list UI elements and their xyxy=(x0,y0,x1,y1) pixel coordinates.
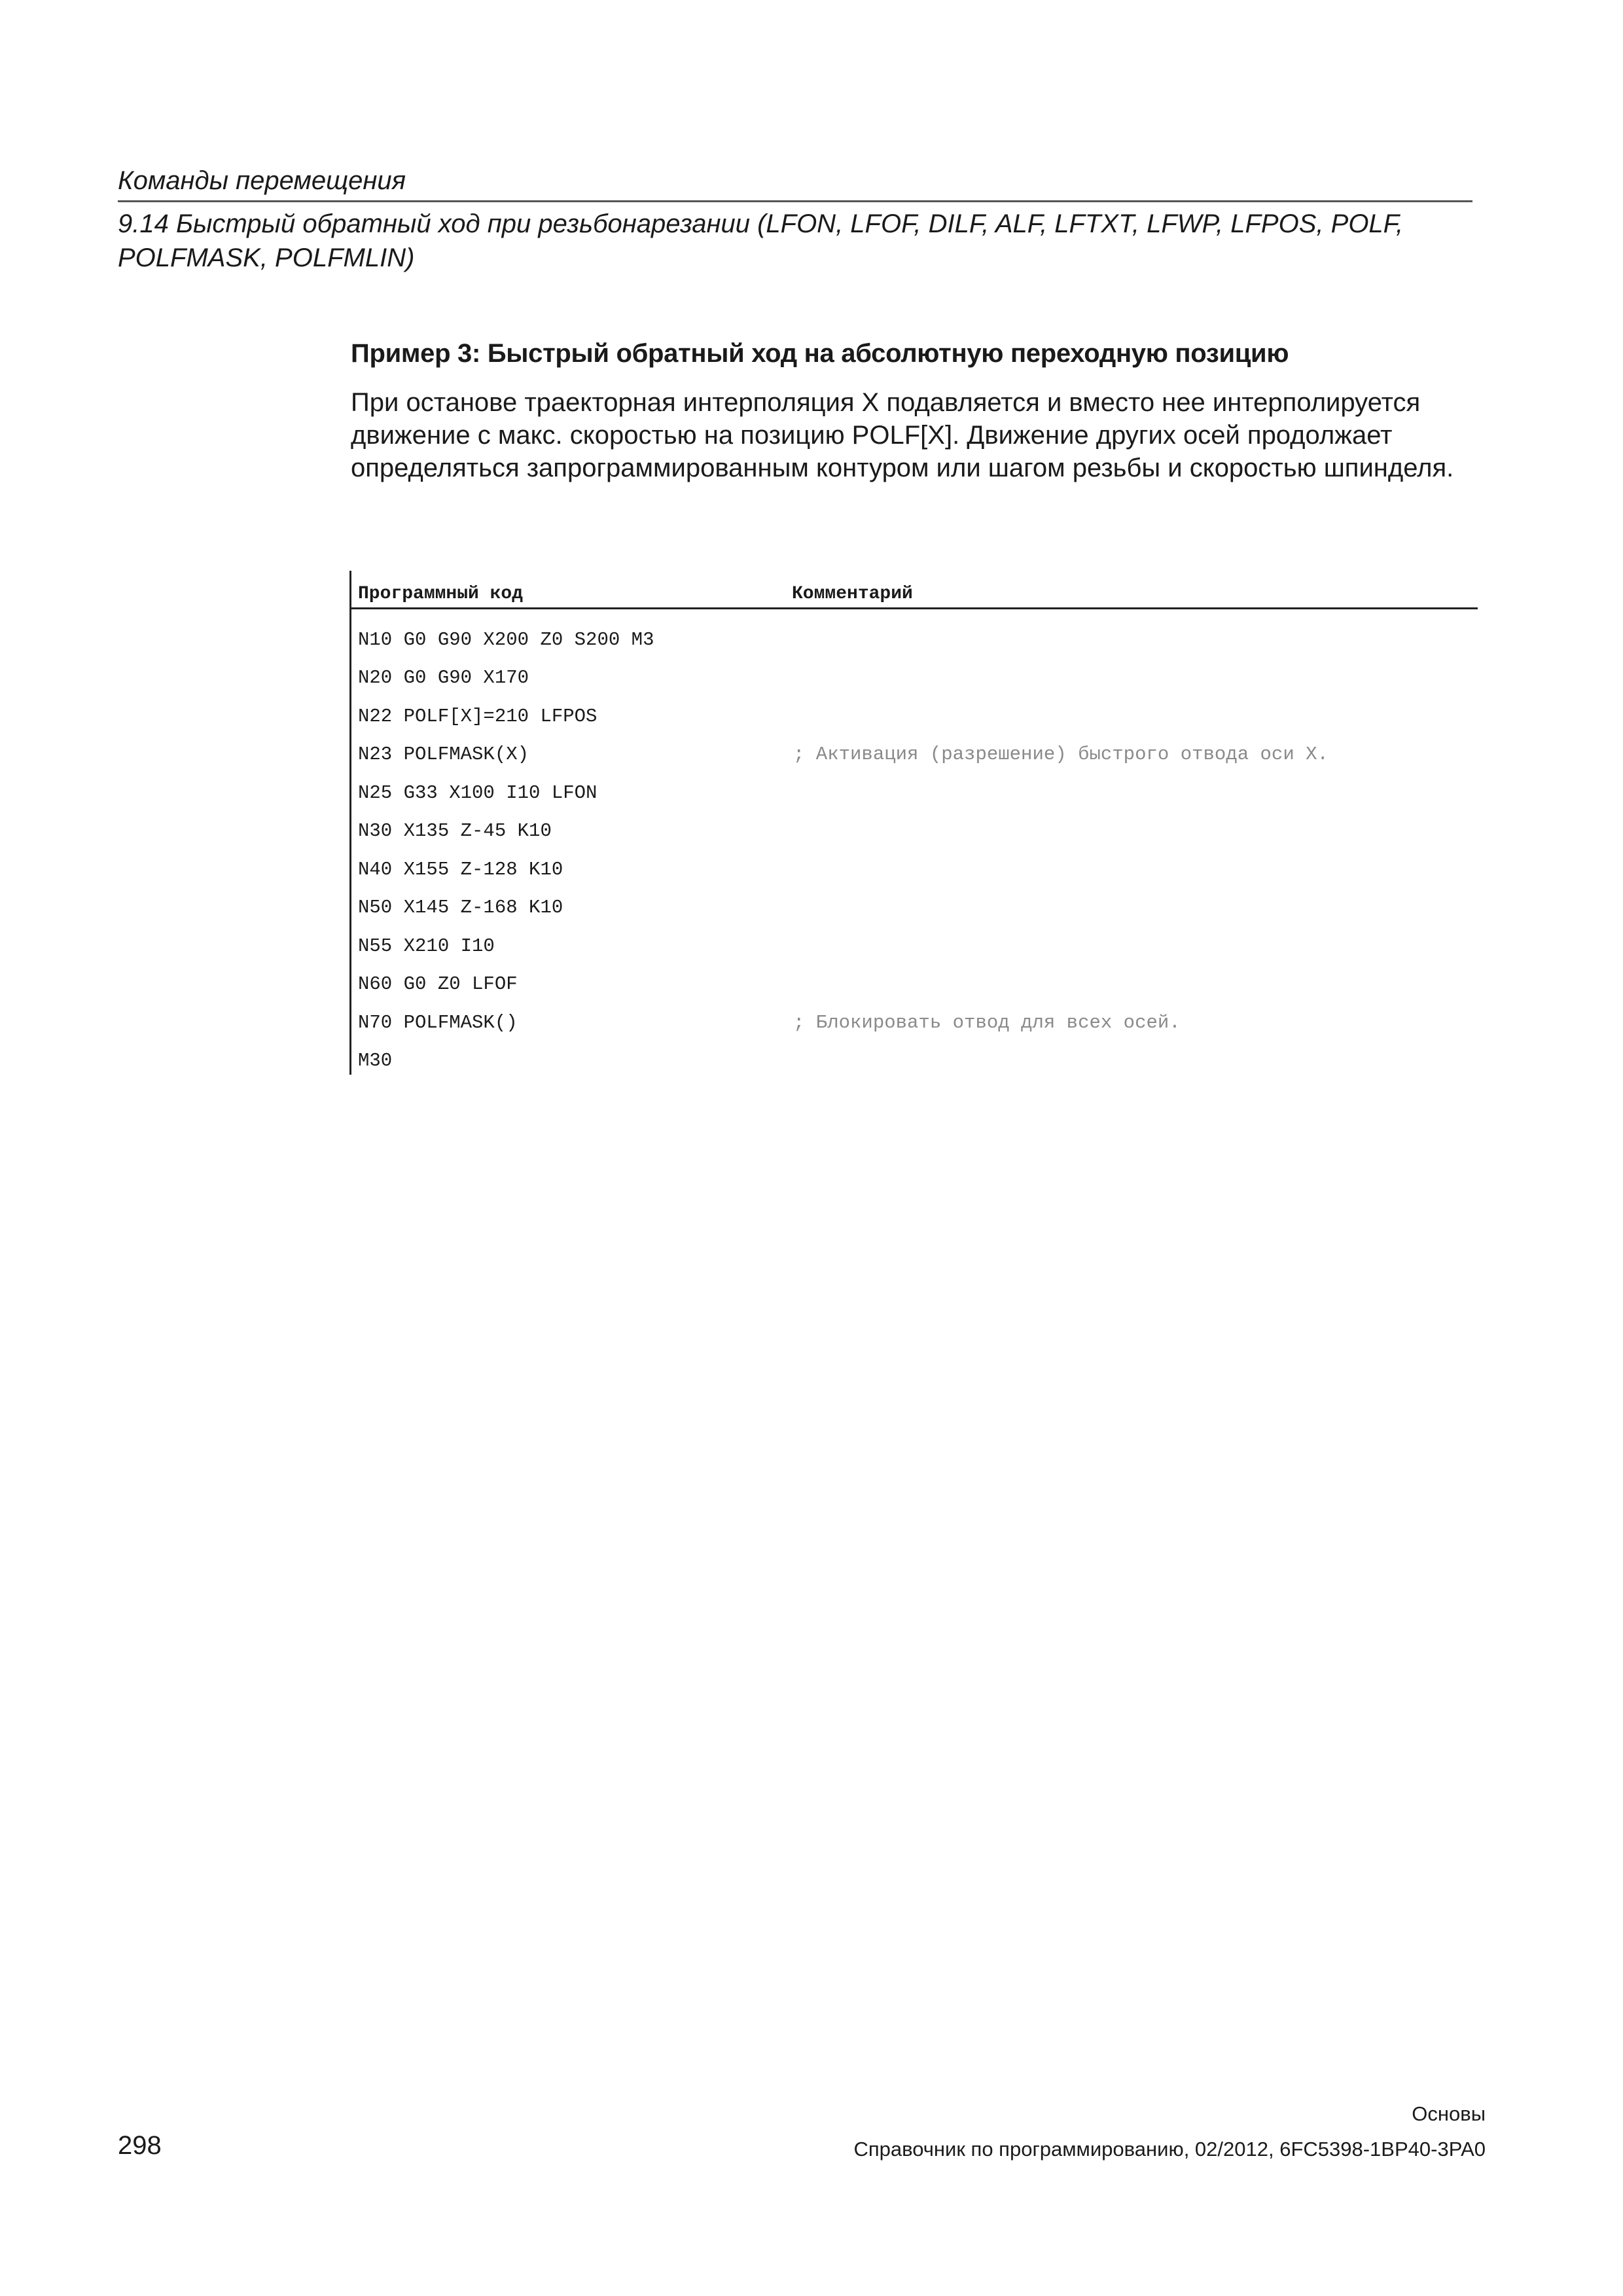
table-row xyxy=(358,1003,1471,1042)
comment-cell: ; Блокировать отвод для всех осей. xyxy=(793,1011,1181,1033)
chapter-title: Команды перемещения xyxy=(118,166,406,195)
code-cell: N10 G0 G90 X200 Z0 S200 M3 xyxy=(358,628,654,651)
table-left-border xyxy=(349,571,351,1075)
table-row xyxy=(358,697,1471,736)
example-paragraph: При останове траекторная интерполяция X подавляется и вместо нее интерполируется движение с макс. скоростью на позицию POLF[X]. Движение других осей продолжает определяться запрограммированным контуром или шагом резьбы и скоростью шпинделя. xyxy=(351,388,1454,482)
table-row xyxy=(358,774,1471,812)
table-row xyxy=(358,927,1471,965)
page-number: 298 xyxy=(118,2131,162,2160)
comment-cell: ; Активация (разрешение) быстрого отвода оси X. xyxy=(793,744,1329,766)
column-header-code: Программный код xyxy=(358,584,524,604)
table-row xyxy=(358,736,1471,774)
header-divider xyxy=(118,200,1472,202)
code-cell: N40 X155 Z-128 K10 xyxy=(358,858,563,880)
column-header-comment: Комментарий xyxy=(792,584,913,604)
example-heading: Пример 3: Быстрый обратный ход на абсолютную переходную позицию xyxy=(351,339,1289,368)
code-cell: N50 X145 Z-168 K10 xyxy=(358,897,563,919)
table-header-divider xyxy=(351,607,1478,609)
code-table-body xyxy=(358,620,1471,1080)
code-cell: N60 G0 Z0 LFOF xyxy=(358,973,518,996)
table-row xyxy=(358,965,1471,1004)
code-cell: N23 POLFMASK(X) xyxy=(358,744,529,766)
code-cell: N30 X135 Z-45 K10 xyxy=(358,820,552,842)
table-row xyxy=(358,1042,1471,1081)
code-cell: N25 G33 X100 I10 LFON xyxy=(358,781,597,804)
footer-book-title: Основы xyxy=(1412,2102,1486,2125)
table-row xyxy=(358,812,1471,851)
table-row xyxy=(358,889,1471,927)
table-row xyxy=(358,620,1471,659)
section-title: 9.14 Быстрый обратный ход при резьбонарезании (LFON, LFOF, DILF, ALF, LFTXT, LFWP, LFPOS, POLF, POLFMASK, POLFMLIN) xyxy=(118,209,1404,272)
code-cell: M30 xyxy=(358,1050,393,1072)
table-row xyxy=(358,659,1471,698)
code-cell: N22 POLF[X]=210 LFPOS xyxy=(358,705,597,727)
code-cell: N55 X210 I10 xyxy=(358,935,495,957)
footer-reference: Справочник по программированию, 02/2012, 6FC5398-1BP40-3PA0 xyxy=(853,2138,1486,2161)
code-cell: N70 POLFMASK() xyxy=(358,1011,518,1033)
code-cell: N20 G0 G90 X170 xyxy=(358,667,529,689)
table-row xyxy=(358,850,1471,889)
